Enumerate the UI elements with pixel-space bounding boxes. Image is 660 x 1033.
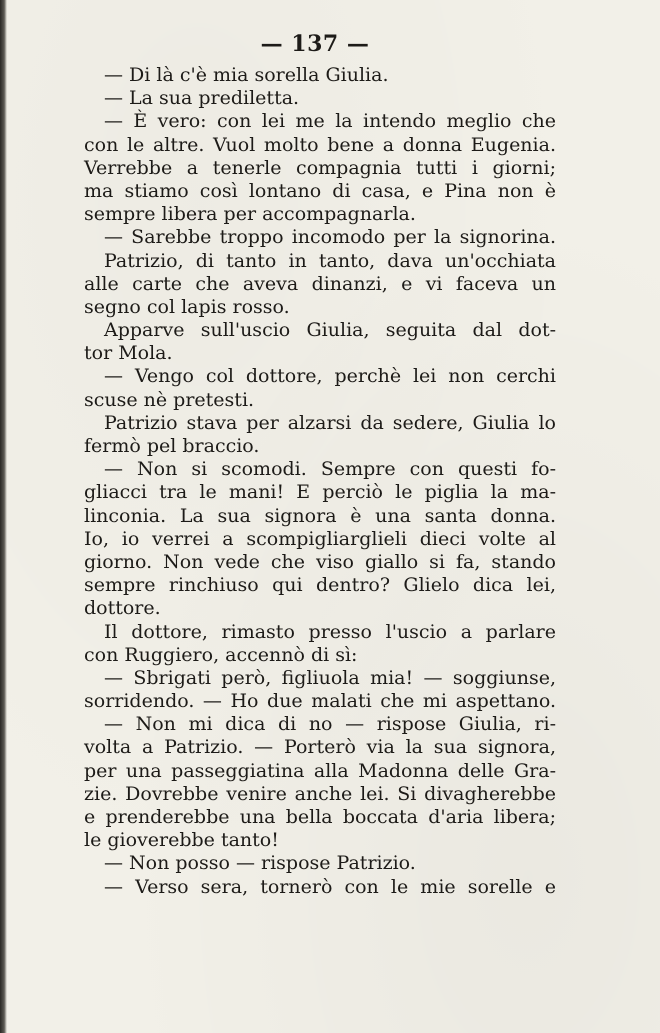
text-line: — La sua prediletta. [104, 87, 300, 110]
text-line: — Sbrigati però, figliuola mia! — soggiunse, [104, 666, 556, 689]
text-line: Patrizio, di tanto in tanto, dava un'occhiata [104, 249, 556, 272]
text-line: — È vero: con lei me la intendo meglio che [104, 110, 556, 133]
text-line: ma stiamo così lontano di casa, e Pina non è [84, 179, 556, 202]
text-line: dottore. [84, 597, 161, 620]
text-line: Io, io verrei a scompigliarglieli dieci volte al [84, 527, 556, 550]
text-line: — Verso sera, tornerò con le mie sorelle e [104, 875, 556, 898]
text-line: — Di là c'è mia sorella Giulia. [104, 64, 389, 86]
text-line: le gioverebbe tanto! [84, 829, 279, 852]
text-line: — Non si scomodi. Sempre con questi fo- [104, 458, 556, 481]
text-line: — Non mi dica di no — rispose Giulia, ri- [104, 713, 556, 736]
text-line: — Sarebbe troppo incomodo per la signorina. [104, 226, 556, 249]
text-line: gliacci tra le mani! E perciò le piglia la ma- [84, 481, 556, 504]
text-line: Il dottore, rimasto presso l'uscio a parlare [104, 620, 556, 643]
text-line: e prenderebbe una bella boccata d'aria libera; [84, 806, 556, 828]
text-line: — Non posso — rispose Patrizio. [104, 852, 416, 875]
text-line: zie. Dovrebbe venire anche lei. Si divagherebbe [84, 782, 556, 805]
text-line: Apparve sull'uscio Giulia, seguita dal dot- [104, 319, 556, 342]
text-line: tor Mola. [84, 342, 173, 365]
page-binding-edge [0, 0, 7, 1033]
text-line: sempre rinchiuso qui dentro? Glielo dica lei, [84, 574, 556, 597]
text-line: con le altre. Vuol molto bene a donna Eugenia. [84, 133, 556, 156]
body-text [84, 64, 556, 899]
text-line: Patrizio stava per alzarsi da sedere, Giulia lo [104, 411, 556, 434]
text-line: per una passeggiatina alla Madonna delle Gra- [84, 759, 556, 782]
text-line: fermò pel braccio. [84, 435, 260, 457]
text-line: segno col lapis rosso. [84, 295, 290, 318]
text-line: linconia. La sua signora è una santa donna. [84, 504, 556, 527]
text-line: sorridendo. — Ho due malati che mi aspettano. [84, 690, 556, 713]
text-line: scuse nè pretesti. [84, 388, 255, 411]
text-line: Verrebbe a tenerle compagnia tutti i giorni; [84, 156, 556, 179]
page-number: — 137 — [260, 31, 370, 57]
text-line: giorno. Non vede che viso giallo si fa, stando [84, 550, 556, 573]
text-line: volta a Patrizio. — Porterò via la sua signora, [84, 736, 556, 759]
text-line: con Ruggiero, accennò di sì: [84, 643, 358, 666]
text-line: — Vengo col dottore, perchè lei non cerchi [104, 365, 556, 388]
text-line: alle carte che aveva dinanzi, e vi faceva un [84, 272, 556, 295]
text-line: sempre libera per accompagnarla. [84, 203, 416, 226]
